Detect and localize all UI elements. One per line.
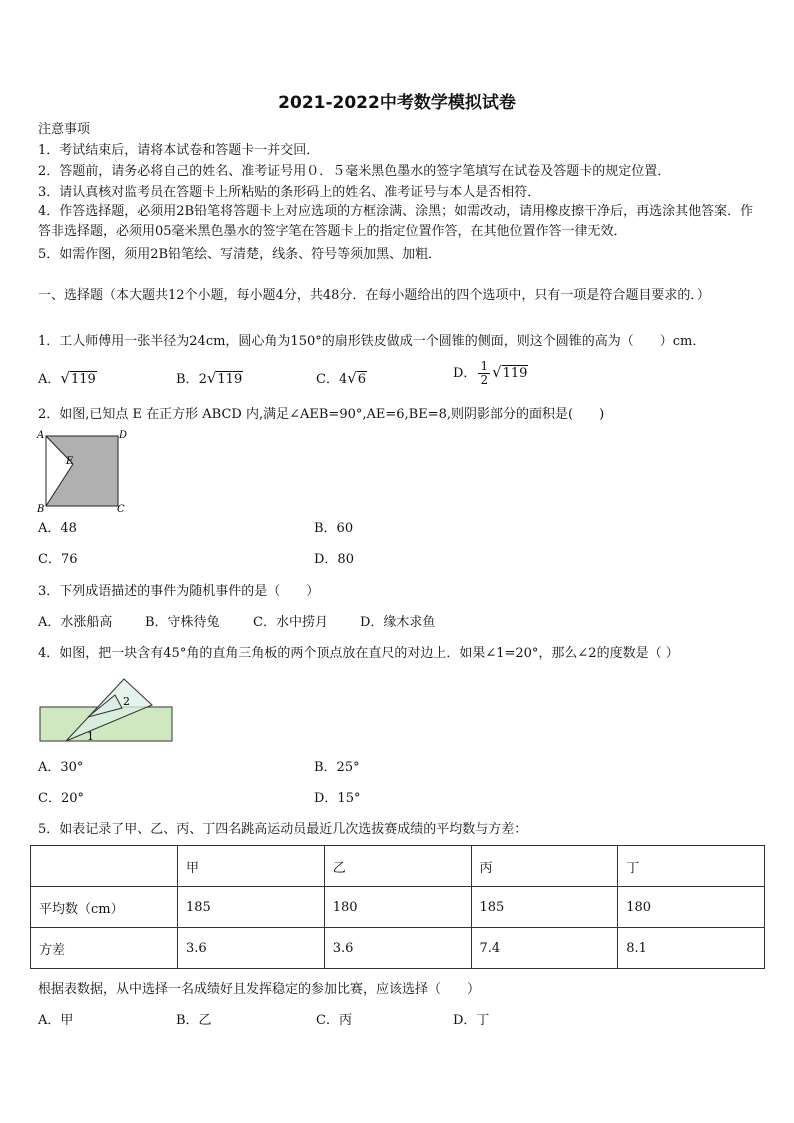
notice-item-2: 2．答题前，请务必将自己的姓名、准考证号用０．５毫米黑色墨水的签字笔填写在试卷及答题卡的规定位置．	[38, 164, 671, 179]
notice-item-3: 3．请认真核对监考员在答题卡上所粘贴的条形码上的姓名、准考证号与本人是否相符．	[38, 185, 541, 200]
q2-option-b[interactable]: B．60	[314, 521, 354, 536]
radicand: 119	[70, 372, 96, 387]
table-cell: 180	[324, 887, 471, 928]
coefficient: 2	[198, 372, 207, 387]
q1-option-d[interactable]: D． $\frac{1}{2}$ √119	[453, 359, 528, 387]
table-cell: 丁	[618, 846, 765, 887]
table-cell: 丙	[471, 846, 618, 887]
fraction: $\frac{1}{2}$	[480, 359, 489, 387]
section-heading: 一、选择题（本大题共12个小题，每小题4分，共48分．在每小题给出的四个选项中，只有一项是符合题目要求的．）	[38, 288, 710, 303]
q1-option-c[interactable]: C．4√6	[316, 369, 367, 387]
table-cell: 8.1	[618, 928, 765, 969]
table-cell: 3.6	[178, 928, 325, 969]
label-c: C	[117, 504, 125, 514]
angle-1-label: 1	[87, 730, 94, 743]
radicand: 119	[217, 372, 243, 387]
q2-option-c[interactable]: C．76	[38, 552, 78, 567]
option-label: A．	[38, 372, 61, 387]
q4-option-c[interactable]: C．20°	[38, 791, 84, 806]
radicand: 6	[357, 372, 367, 387]
scores-table	[30, 845, 765, 969]
q5-option-d[interactable]: D．丁	[453, 1013, 490, 1028]
notice-item-5: 5．如需作图，须用2B铅笔绘、写清楚，线条、符号等须加黑、加粗．	[38, 247, 442, 262]
radicand: 119	[502, 366, 528, 381]
q3-option-d[interactable]: D．缘木求鱼	[360, 615, 436, 630]
question-5-stem: 5．如表记录了甲、乙、丙、丁四名跳高运动员最近几次选拔赛成绩的平均数与方差：	[38, 822, 528, 837]
coefficient: 4	[338, 372, 348, 387]
q4-option-a[interactable]: A．30°	[38, 760, 84, 775]
question-2-stem: 2．如图,已知点 E 在正方形 ABCD 内,满足∠AEB=90°,AE=6,BE=8,则阴影部分的面积是( )	[38, 407, 605, 422]
q5-option-a[interactable]: A．甲	[38, 1013, 74, 1028]
angle-2-label: 2	[123, 695, 130, 708]
label-d: D	[119, 430, 128, 441]
table-cell: 方差	[31, 928, 178, 969]
table-cell: 180	[618, 887, 765, 928]
table-cell: 185	[178, 887, 325, 928]
q3-option-b[interactable]: B．守株待兔	[145, 615, 220, 630]
q3-option-a[interactable]: A．水涨船高	[38, 615, 113, 630]
q4-option-d[interactable]: D．15°	[314, 791, 361, 806]
q1-option-b[interactable]: B．2√119	[176, 369, 243, 387]
notice-heading: 注意事项	[38, 122, 91, 137]
option-label: D．	[453, 366, 477, 381]
q3-option-c[interactable]: C．水中捞月	[253, 615, 328, 630]
notice-item-1: 1．考试结束后，请将本试卷和答题卡一并交回．	[38, 143, 320, 158]
table-cell: 乙	[324, 846, 471, 887]
q2-option-d[interactable]: D．80	[314, 552, 354, 567]
question-5-follow: 根据表数据，从中选择一名成绩好且发挥稳定的参加比赛，应该选择（ ）	[38, 982, 481, 997]
square-figure	[34, 428, 130, 514]
label-a: A	[37, 430, 45, 441]
option-label: C．	[316, 372, 339, 387]
question-4-stem: 4．如图，把一块含有45°角的直角三角板的两个顶点放在直尺的对边上．如果∠1=20°，那么∠2的度数是（ ）	[38, 646, 679, 661]
q4-option-b[interactable]: B．25°	[314, 760, 360, 775]
q5-option-b[interactable]: B．乙	[176, 1013, 212, 1028]
label-b: B	[37, 504, 45, 514]
table-cell: 185	[471, 887, 618, 928]
table-row	[31, 928, 765, 969]
table-cell: 7.4	[471, 928, 618, 969]
q2-option-a[interactable]: A．48	[38, 521, 77, 536]
question-1-stem: 1．工人师傅用一张半径为24cm，圆心角为150°的扇形铁皮做成一个圆锥的侧面，则这个圆锥的高为（ ）cm．	[38, 334, 706, 349]
option-label: B．	[176, 372, 199, 387]
question-3-stem: 3．下列成语描述的事件为随机事件的是（ ）	[38, 584, 320, 599]
table-cell: 甲	[178, 846, 325, 887]
table-cell: 平均数（cm）	[31, 887, 178, 928]
notice-item-4: 4．作答选择题，必须用2B铅笔将答题卡上对应选项的方框涂满、涂黑；如需改动，请用橡皮擦干净后，再选涂其他答案．作答非选择题，必须用05毫米黑色墨水的签字笔在答题卡上的指定位置作答，在其他位置作答一律无效．	[38, 204, 754, 239]
ruler-triangle-figure	[36, 673, 180, 747]
table-row	[31, 887, 765, 928]
page-title: 2021-2022中考数学模拟试卷	[278, 93, 516, 113]
q5-option-c[interactable]: C．丙	[316, 1013, 352, 1028]
table-cell	[31, 846, 178, 887]
table-header-row	[31, 846, 765, 887]
q1-option-a[interactable]: A．√119	[38, 369, 96, 387]
table-cell: 3.6	[324, 928, 471, 969]
label-e: E	[66, 456, 74, 467]
